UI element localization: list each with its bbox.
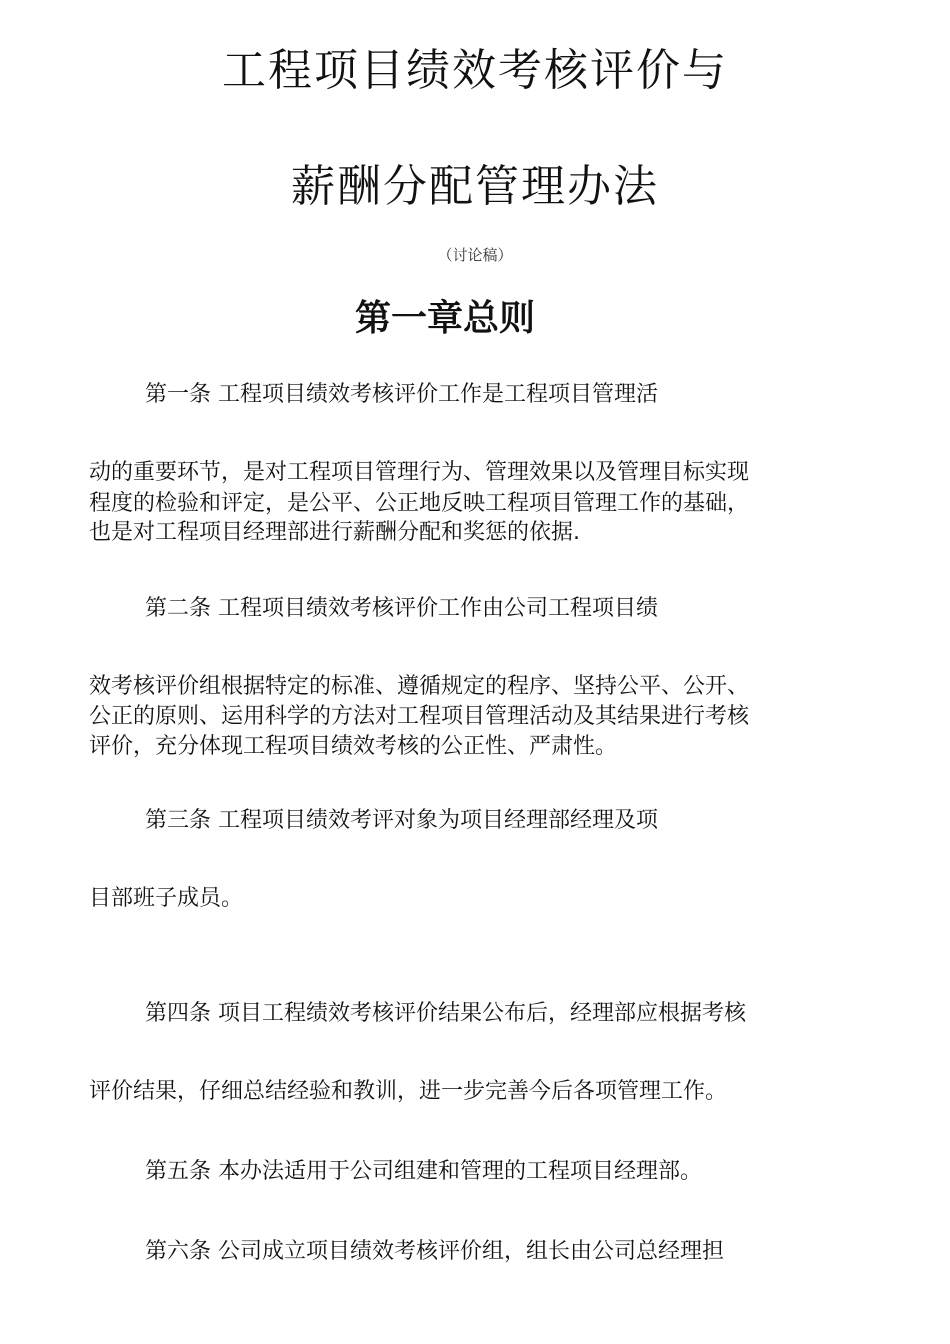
article-2-body-line: 公正的原则、运用科学的方法对工程项目管理活动及其结果进行考核 (89, 704, 750, 729)
chapter-heading: 第一章总则 (354, 298, 535, 339)
article-3-first-line: 第三条 工程项目绩效考评对象为项目经理部经理及项 (145, 808, 658, 833)
article-2-first-line: 第二条 工程项目绩效考核评价工作由公司工程项目绩 (145, 596, 658, 621)
article-1-first-line: 第一条 工程项目绩效考核评价工作是工程项目管理活 (145, 382, 658, 407)
article-6-first-line: 第六条 公司成立项目绩效考核评价组，组长由公司总经理担 (145, 1239, 724, 1264)
article-3-body-line: 目部班子成员。 (89, 886, 244, 911)
article-1-body-line: 也是对工程项目经理部进行薪酬分配和奖惩的依据. (89, 520, 580, 545)
article-1-body-line: 程度的检验和评定，是公平、公正地反映工程项目管理工作的基础， (89, 491, 750, 516)
article-4-body-line: 评价结果，仔细总结经验和教训，进一步完善今后各项管理工作。 (89, 1079, 728, 1104)
document-title-line-2: 薪酬分配管理办法 (291, 161, 659, 212)
article-5-line: 第五条 本办法适用于公司组建和管理的工程项目经理部。 (145, 1159, 702, 1184)
article-2-body-line: 效考核评价组根据特定的标准、遵循规定的程序、坚持公平、公开、 (89, 674, 750, 699)
article-2-body-line: 评价，充分体现工程项目绩效考核的公正性、严肃性。 (89, 734, 618, 759)
draft-label: （讨论稿） (437, 246, 513, 264)
article-1-body-line: 动的重要环节，是对工程项目管理行为、管理效果以及管理目标实现 (89, 460, 750, 485)
document-title-line-1: 工程项目绩效考核评价与 (222, 45, 728, 96)
article-4-first-line: 第四条 项目工程绩效考核评价结果公布后，经理部应根据考核 (145, 1001, 746, 1026)
